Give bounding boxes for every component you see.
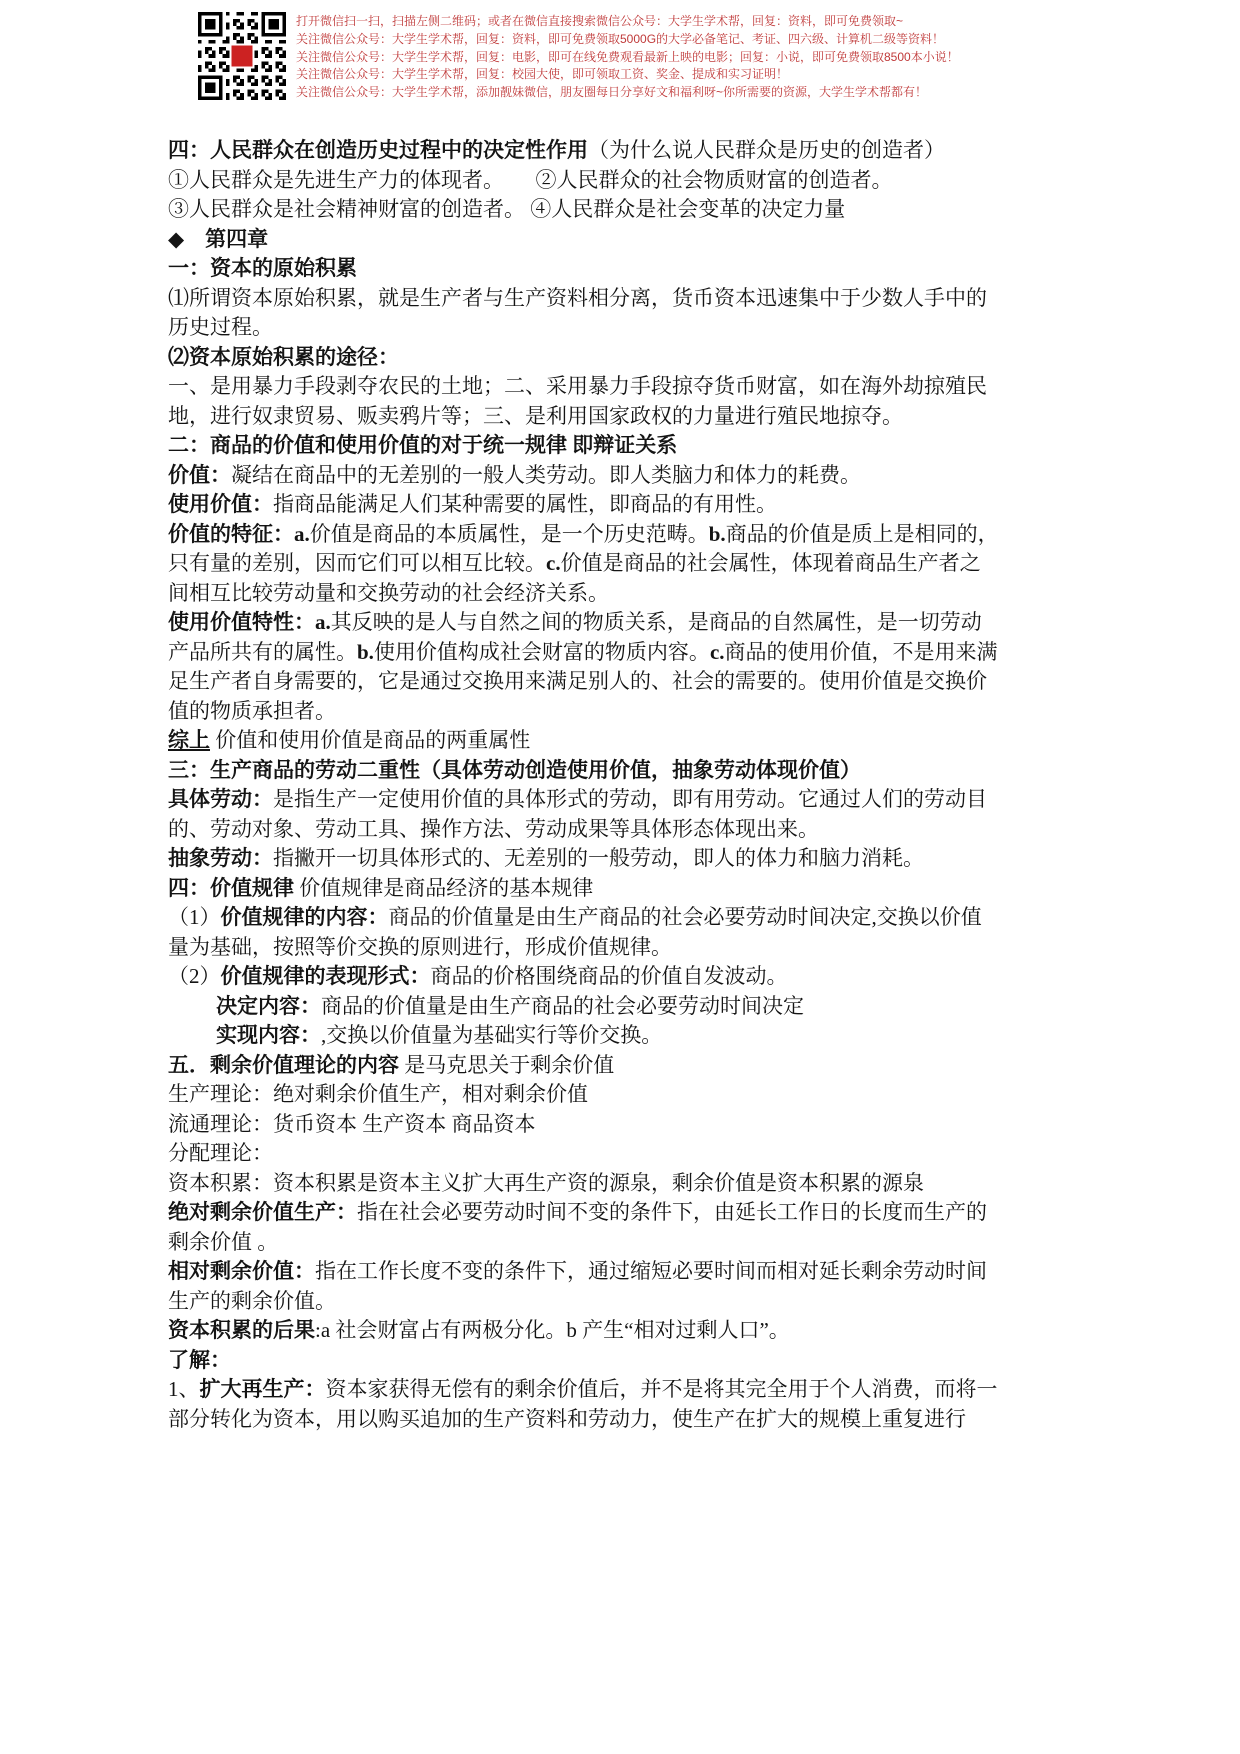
text-segment: 剩余价值 。 (168, 1229, 279, 1254)
text-line (168, 1051, 1083, 1081)
text-line (168, 1198, 1083, 1228)
text-line (168, 697, 1083, 727)
header-promo-line: 关注微信公众号：大学生学术帮，回复：电影，即可在线免费观看最新上映的电影；回复：小说，即可免费领取8500本小说！ (296, 49, 959, 64)
text-segment: 价值规律的表现形式： (220, 964, 431, 988)
text-segment: 产品所共有的属性。 (168, 639, 357, 664)
text-segment: 分配理论： (168, 1141, 273, 1165)
text-segment: 实现内容： (216, 1023, 321, 1047)
text-line (168, 1139, 1083, 1169)
text-segment: 价值是商品的社会属性，体现着商品生产者之 (560, 551, 981, 575)
text-segment: 价值的特征：a. (168, 521, 310, 546)
text-line (168, 490, 1083, 520)
header-promo-line: 关注微信公众号：大学生学术帮，回复：校园大使，即可领取工资、奖金、提成和实习证明！ (296, 67, 789, 82)
text-segment: 决定内容： (216, 993, 321, 1018)
text-segment: 价值是商品的本质属性，是一个历史范畴。 (309, 521, 709, 546)
header-promo-line: 关注微信公众号：大学生学术帮，添加靓妹微信，朋友圈每日分享好文和福利呀~你所需要的资源，大学生学术帮都有！ (296, 85, 928, 99)
text-segment: ①人民群众是先进生产力的体现者。 ②人民群众的社会物质财富的创造者。 (168, 167, 893, 192)
text-segment: ◆ 第四章 (168, 226, 269, 251)
text-segment: 指撇开一切具体形式的、无差别的一般劳动，即人的体力和脑力消耗。 (273, 846, 924, 870)
text-segment: 生产的剩余价值。 (168, 1288, 336, 1313)
page-header (198, 12, 959, 101)
text-segment: 资本家获得无偿有的剩余价值后，并不是将其完全用于个人消费，而将一 (325, 1377, 998, 1401)
text-line (168, 844, 1083, 874)
text-segment: 商品的使用价值，不是用来满 (724, 639, 998, 664)
text-segment: 使用价值构成社会财富的物质内容。 (373, 639, 710, 664)
qr-code-icon (198, 12, 286, 100)
text-line (168, 726, 1083, 756)
text-segment: c. (546, 551, 561, 575)
text-line (168, 431, 1083, 461)
text-line (168, 1228, 1083, 1258)
text-segment: 五．剩余价值理论的内容 (168, 1052, 399, 1077)
text-line (168, 667, 1083, 697)
text-segment: 地，进行奴隶贸易、贩卖鸦片等；三、是利用国家政权的力量进行殖民地掠夺。 (168, 403, 903, 428)
text-segment: 值的物质承担者。 (168, 698, 336, 723)
text-segment: 综上 (168, 728, 210, 752)
text-line (168, 225, 1083, 255)
text-line (168, 785, 1083, 815)
text-segment: 具体劳动： (168, 787, 273, 811)
text-segment: 指在工作长度不变的条件下，通过缩短必要时间而相对延长剩余劳动时间 (315, 1259, 987, 1283)
text-line (168, 372, 1083, 402)
text-segment: 资本积累的后果 (168, 1318, 315, 1342)
text-line (168, 1405, 1083, 1435)
text-line (168, 1257, 1083, 1287)
text-segment: 一、是用暴力手段剥夺农民的土地；二、采用暴力手段掠夺货币财富，如在海外劫掠殖民 (168, 374, 987, 398)
text-line (168, 1110, 1083, 1140)
text-segment: 流通理论：货币资本 生产资本 商品资本 (168, 1111, 536, 1136)
text-segment: 指在社会必要劳动时间不变的条件下，由延长工作日的长度而生产的 (357, 1200, 987, 1224)
text-segment: 二：商品的价值和使用价值的对于统一规律 即辩证关系 (168, 433, 678, 457)
text-line (168, 343, 1083, 373)
text-segment: 生产理论：绝对剩余价值生产，相对剩余价值 (168, 1082, 588, 1106)
text-line (168, 549, 1083, 579)
text-segment: ⑵资本原始积累的途径： (168, 344, 399, 369)
text-segment: 的、劳动对象、劳动工具、操作方法、劳动成果等具体形态体现出来。 (168, 816, 819, 841)
text-segment: 资本积累：资本积累是资本主义扩大再生产资的源泉，剩余价值是资本积累的源泉 (168, 1170, 924, 1195)
text-line (168, 903, 1083, 933)
text-segment: 使用价值： (168, 492, 273, 516)
text-line (168, 815, 1083, 845)
text-segment: b. (357, 639, 374, 664)
text-line (168, 1080, 1083, 1110)
text-segment: ③人民群众是社会精神财富的创造者。 ④人民群众是社会变革的决定力量 (168, 197, 846, 221)
text-line (168, 520, 1083, 550)
text-segment: ,交换以价值量为基础实行等价交换。 (321, 1023, 663, 1047)
text-segment: ⑴所谓资本原始积累，就是生产者与生产资料相分离，货币资本迅速集中于少数人手中的 (168, 285, 987, 310)
text-segment: 是指生产一定使用价值的具体形式的劳动，即有用劳动。它通过人们的劳动目 (273, 787, 987, 811)
text-line (168, 402, 1083, 432)
text-segment: 商品的价格围绕商品的价值自发波动。 (430, 964, 788, 988)
text-segment: 历史过程。 (168, 315, 273, 339)
text-segment: 只有量的差别，因而它们可以相互比较。 (168, 551, 546, 575)
text-segment: 部分转化为资本，用以购买追加的生产资料和劳动力，使生产在扩大的规模上重复进行 (168, 1406, 966, 1431)
text-segment: 指商品能满足人们某种需要的属性，即商品的有用性。 (273, 492, 777, 516)
text-segment: 四：人民群众在创造历史过程中的决定性作用 (168, 138, 588, 162)
text-segment: 间相互比较劳动量和交换劳动的社会经济关系。 (168, 580, 609, 605)
text-line (168, 874, 1083, 904)
text-segment: （为什么说人民群众是历史的创造者） (588, 138, 945, 162)
text-line (168, 284, 1083, 314)
text-line (168, 1375, 1083, 1405)
text-line (168, 608, 1083, 638)
text-segment: 三：生产商品的劳动二重性（具体劳动创造使用价值，抽象劳动体现价值） (168, 757, 861, 782)
text-segment: 是马克思关于剩余价值 (399, 1052, 615, 1077)
header-promo-line: 打开微信扫一扫，扫描左侧二维码；或者在微信直接搜索微信公众号：大学生学术帮，回复：资料，即可免费领取~ (296, 14, 904, 28)
document-body (168, 136, 1083, 1434)
text-line (168, 136, 1083, 166)
text-segment: （1） (168, 905, 221, 929)
text-segment: 使用价值特性：a. (168, 610, 331, 634)
text-line (168, 962, 1083, 992)
text-segment: 一：资本的原始积累 (168, 256, 357, 280)
text-line (216, 1021, 1083, 1051)
text-line (168, 1316, 1083, 1346)
text-segment: 其反映的是人与自然之间的物质关系，是商品的自然属性，是一切劳动 (330, 610, 982, 634)
text-segment: 商品的价值是质上是相同的， (725, 521, 999, 546)
text-segment: 价值规律的内容： (220, 905, 389, 929)
text-line (168, 933, 1083, 963)
text-line (168, 195, 1083, 225)
text-segment: 相对剩余价值： (168, 1259, 315, 1283)
text-segment: 抽象劳动： (168, 846, 273, 870)
text-line (168, 638, 1083, 668)
text-segment: 1、 (168, 1377, 200, 1401)
text-line (168, 756, 1083, 786)
text-line (216, 992, 1083, 1022)
text-segment: 价值： (168, 462, 231, 487)
text-line (168, 1169, 1083, 1199)
text-line (168, 254, 1083, 284)
text-segment: （2） (168, 964, 221, 988)
text-line (168, 1346, 1083, 1376)
text-line (168, 313, 1083, 343)
text-segment: 价值规律是商品经济的基本规律 (294, 875, 594, 900)
text-segment: 商品的价值量是由生产商品的社会必要劳动时间决定 (321, 993, 804, 1018)
text-segment: 量为基础，按照等价交换的原则进行，形成价值规律。 (168, 934, 672, 959)
text-line (168, 461, 1083, 491)
text-segment: b. (708, 521, 726, 546)
text-segment: 商品的价值量是由生产商品的社会必要劳动时间决定,交换以价值 (388, 905, 982, 929)
text-segment: :a 社会财富占有两极分化。b 产生“相对过剩人口”。 (315, 1318, 790, 1342)
text-segment: 四：价值规律 (168, 875, 294, 900)
text-segment: 扩大再生产： (199, 1377, 326, 1401)
text-segment: 价值和使用价值是商品的两重属性 (210, 728, 531, 752)
header-promo-text (296, 12, 959, 101)
header-promo-line: 关注微信公众号：大学生学术帮，回复：资料，即可免费领取5000G的大学必备笔记、考证、四六级、计算机二级等资料！ (296, 31, 945, 46)
text-segment: 足生产者自身需要的，它是通过交换用来满足别人的、社会的需要的。使用价值是交换价 (168, 669, 987, 693)
text-segment: 凝结在商品中的无差别的一般人类劳动。即人类脑力和体力的耗费。 (231, 462, 861, 487)
text-segment: 绝对剩余价值生产： (168, 1200, 357, 1224)
text-segment: 了解： (168, 1347, 231, 1372)
text-line (168, 166, 1083, 196)
text-line (168, 1287, 1083, 1317)
text-line (168, 579, 1083, 609)
text-segment: c. (709, 639, 725, 664)
